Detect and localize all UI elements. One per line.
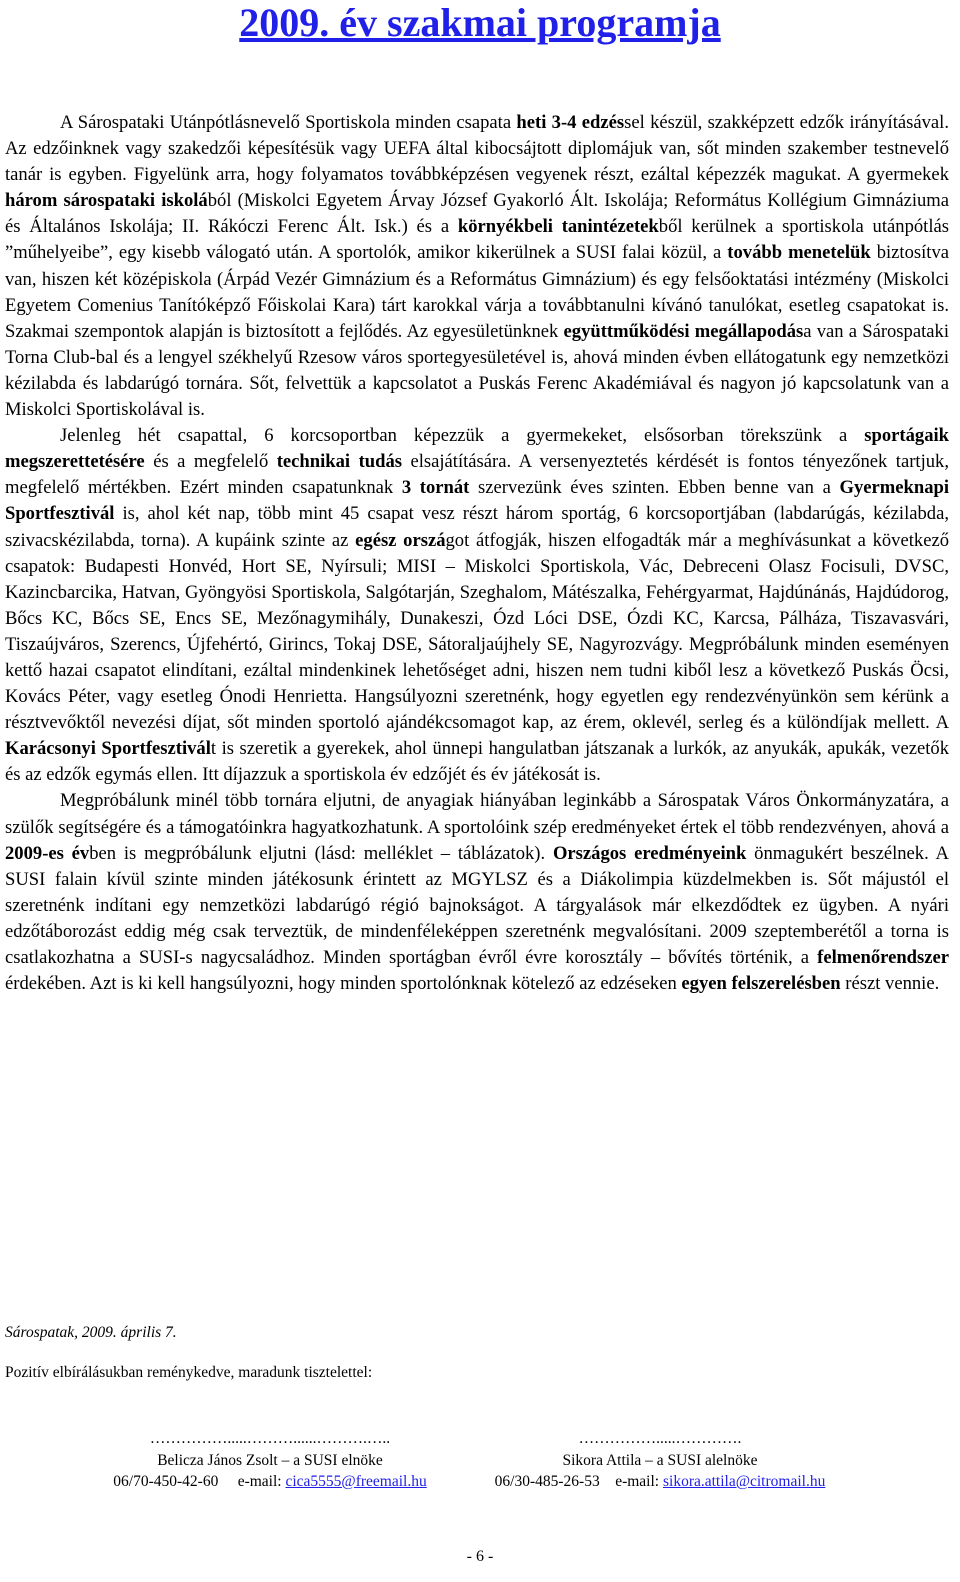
signature-phone: 06/70-450-42-60: [113, 1473, 219, 1490]
text-run: ben is megpróbálunk eljutni (lásd: melléklet – táblázatok).: [89, 842, 553, 864]
text-run: részt vennie.: [840, 973, 940, 995]
signature-email-link[interactable]: cica5555@freemail.hu: [285, 1473, 427, 1490]
text-run: t is szeretik a gyerekek, ahol ünnepi hangulatban játszanak a lurkók, az anyukák, apukák, vezetők és az edzők egymás ellen. Itt díjazzuk a sportiskola év edzőjét és év játékosát is.: [5, 738, 949, 786]
signature-block-vice-president: [450, 1428, 870, 1493]
bold-text: felmenőrendszer: [817, 947, 949, 968]
bold-text: Országos eredményeink: [552, 842, 747, 864]
bold-text: heti 3-4 edzés: [516, 112, 625, 133]
bold-text: együttműködési megállapodás: [563, 320, 804, 342]
signature-name: Belicza János Zsolt – a SUSI elnöke: [157, 1451, 383, 1469]
text-run: és a megfelelő: [144, 451, 277, 473]
text-run: is, ahol két nap, több mint 45 csapat vesz részt három sportág, 6 korcsoportjában (labdarúgás, kézilabda, szivacskézilabda, torna). A kupáink szinte az: [5, 503, 949, 551]
text-run: got átfogják, hiszen elfogadták már a meghívásunkat a következő csapatok: Budapesti Honvéd, Hort SE, Nyírsuli; MISI – Miskolci Sportiskola, Vác, Debreceni Olasz Focisuli, DVSC, Kazincbarcika, Hatvan, Gyöngyösi Sportiskola, Salgótarján, Szeghalom, Mátészalka, Fehérgyarmat, Hajdúnánás, Hajdúdorog, Bőcs KC, Bőcs SE, Encs SE, Mezőnagymihály, Dunakeszi, Ózd Lóci DSE, Ózdi KC, Karcsa, Pálháza, Tiszavasvári, Tiszaújváros, Szerencs, Újfehértó, Girincs, Tokaj DSE, Sátoraljaújhely SE, Nagyrozvágy. Megpróbálunk minden eseményen kettő hazai csapatot elindítani, ezáltal mindenkinek lehetőséget adni, hiszen nem tudni kiből lesz a következő Puskás Öcsi, Kovács Péter, vagy esetleg Ónodi Henrietta. Hangsúlyozni szeretnénk, hogy egyetlen egy rendezvényünkön sem kérünk a résztvevőktől nevezési díjat, sőt minden sportoló ajándékcsomagot kap, az érem, oklevél, serleg és a különdíjak mellett. A: [5, 529, 949, 734]
signature-dots: …………….....………......……….…..: [149, 1430, 391, 1447]
bold-text: 3 tornát: [401, 477, 470, 499]
signature-phone: 06/30-485-26-53: [494, 1473, 600, 1490]
bold-text: Karácsonyi Sportfesztivál: [5, 738, 211, 760]
text-run: a van a Sárospataki Torna Club-bal és a lengyel székhelyű Rzesow város sportegyesületével is, ahová minden évben ellátogatunk egy nemzetközi kézilabda és labdarúgó tornára. Sőt, felvettük a kapcsolatot a Puskás Ferenc Akadémiával és nagyon jó kapcsolatunk van a Miskolci Sportiskolával is.: [5, 320, 949, 421]
bold-text: sportágaik megszerettetésére: [5, 425, 949, 473]
bold-text: 2009-es év: [5, 842, 90, 864]
paragraph-1: [5, 110, 949, 423]
bold-text: technikai tudás: [276, 451, 402, 473]
text-run: sel készül, szakképzett edzők irányításával. Az edzőinknek vagy szakedzői képesítésük vagy UEFA által kibocsájtott diplomájuk van, sőt minden szakember testnevelő tanár is egyben. Figyelünk arra, hogy folyamatos továbbképzésen vegyenek részt, ezáltal képezzék magukat. A gyermekek: [5, 112, 949, 186]
body-text: [5, 110, 949, 997]
signature-email-label: e-mail:: [615, 1473, 660, 1490]
signature-email-link[interactable]: sikora.attila@citromail.hu: [662, 1473, 826, 1490]
signature-block-president: [60, 1428, 480, 1493]
paragraph-3: [5, 788, 949, 997]
text-run: önmagukért beszélnek. A SUSI falain kívül szinte minden játékosunk érintett az MGYLSZ és a Diákolimpia küzdelmekben is. Sőt májustól el szeretnénk indítani egy nemzetközi labdarúgó régió bajnokságot. A tárgyalások már elkezdődtek ez ügyben. A nyári edzőtáborozást eddig még csak terveztük, de mindenféleképpen szeretnénk megvalósítani. 2009 szeptemberétől a torna is csatlakozhatna a SUSI-s nagycsaládhoz. Minden sportágban évről évre korosztály – bővítés történik, a: [5, 842, 949, 968]
bold-text: tovább menetelük: [727, 242, 871, 264]
signature-contact: [450, 1471, 870, 1493]
text-run: elsajátítására. A versenyeztetés kérdését is fontos tényezőnek tartjuk, megfelelő mértékben. Ezért minden csapatunknak: [5, 451, 949, 499]
bold-text: Gyermeknapi Sportfesztivál: [5, 477, 949, 525]
place-date: Sárospatak, 2009. április 7.: [5, 1324, 177, 1341]
text-run: érdekében. Azt is ki kell hangsúlyozni, hogy minden sportolónknak kötelező az edzéseken: [5, 973, 682, 995]
text-run: Megpróbálunk minél több tornára eljutni, de anyagiak hiányában leginkább a Sárospatak Város Önkormányzatára, a szülők segítségére és a támogatóinkra hagyatkozhatunk. A sportolóink szép eredményeket értek el több rendezvényen, ahová a: [5, 790, 949, 838]
text-run: Jelenleg hét csapattal, 6 korcsoportban képezzük a gyermekeket, elsősorban törekszünk a: [60, 425, 865, 447]
text-run: ből kerülnek a sportiskola utánpótlás ”műhelyeibe”, egy kisebb válogató után. A sportolók, amikor kikerülnek a SUSI falai közül, a: [5, 216, 949, 264]
signature-name: Sikora Attila – a SUSI alelnöke: [562, 1451, 758, 1469]
text-run: biztosítva van, hiszen két középiskola (Árpád Vezér Gimnázium és a Református Gimnázium) és egy felsőoktatási intézmény (Miskolci Egyetem Comenius Tanítóképző Főiskolai Kara) tárt karokkal várja a továbbtanulni kívánó tanulókat, esetleg csapatokat is. Szakmai szempontok alapján is biztosított a fejlődés. Az egyesületünknek: [5, 242, 950, 342]
text-run: A Sárospataki Utánpótlásnevelő Sportiskola minden csapata: [60, 112, 517, 133]
signature-dots: …………….....………….: [578, 1430, 742, 1447]
closing-greeting: Pozitív elbírálásukban reménykedve, maradunk tisztelettel:: [5, 1364, 373, 1381]
text-run: ból (Miskolci Egyetem Árvay József Gyakorló Ált. Iskolája; Református Kollégium Gimnáziuma és Általános Iskolája; II. Rákóczi Ferenc Ált. Isk.) és a: [5, 190, 950, 238]
bold-text: három sárospataki iskolá: [5, 190, 208, 212]
signature-contact: [60, 1471, 480, 1493]
paragraph-2: [5, 423, 949, 788]
signature-email-label: e-mail:: [237, 1473, 282, 1490]
page-title: 2009. év szakmai programja: [239, 0, 721, 45]
bold-text: egész orszá: [355, 529, 446, 551]
bold-text: egyen felszerelésben: [681, 973, 841, 995]
bold-text: környékbeli tanintézetek: [457, 216, 659, 238]
text-run: szervezünk éves szinten. Ebben benne van a: [469, 477, 840, 499]
page-number: - 6 -: [466, 1548, 494, 1565]
